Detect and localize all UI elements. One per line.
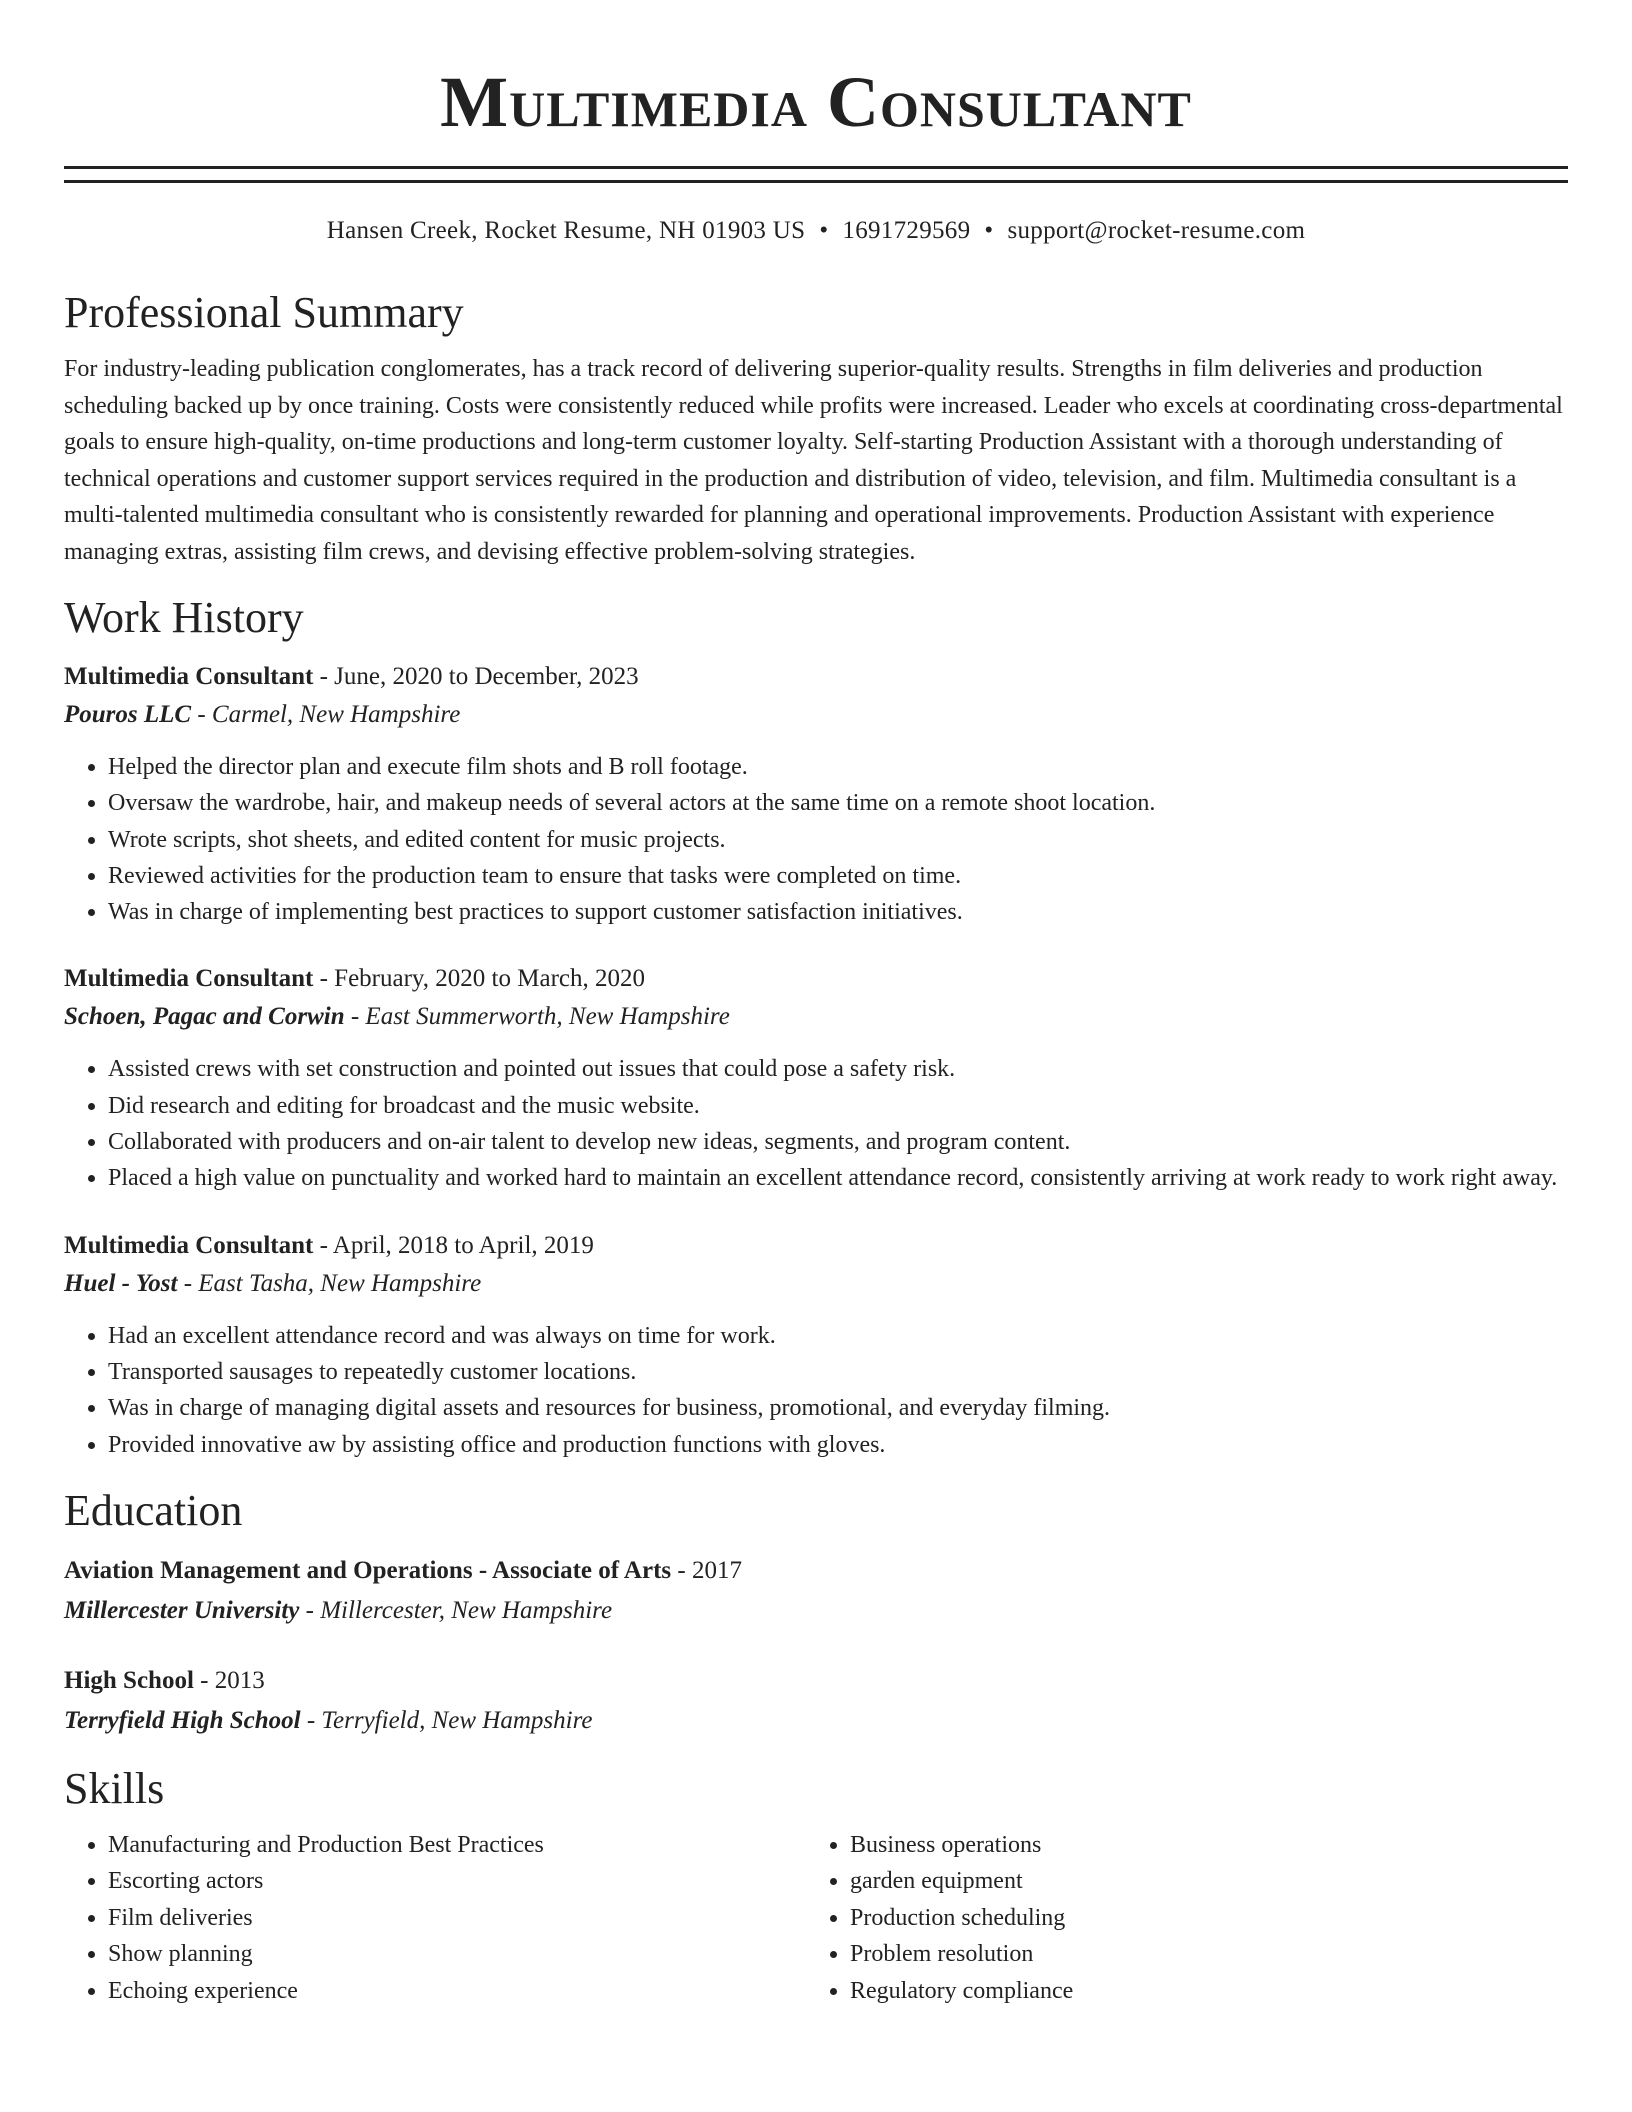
skill-item: • garden equipment [850, 1863, 1548, 1900]
job-heading [64, 1227, 1568, 1265]
skill-item: • Show planning [108, 1936, 806, 1973]
job-bullet: • Was in charge of implementing best practices to support customer satisfaction initiatives. [108, 894, 1568, 930]
job-role: Multimedia Consultant [64, 965, 314, 993]
skills-heading: Skills [64, 1763, 165, 1813]
summary-heading: Professional Summary [64, 288, 464, 337]
job-company: Schoen, Pagac and Corwin [64, 1003, 345, 1031]
skill-item: • Regulatory compliance [850, 1973, 1548, 2010]
skill-item: • Production scheduling [850, 1900, 1548, 1937]
job-role: Multimedia Consultant [64, 1231, 314, 1259]
job-role: Multimedia Consultant [64, 663, 314, 690]
education-heading: Education [64, 1485, 243, 1535]
job-heading [64, 658, 1568, 696]
job-bullet: • Wrote scripts, shot sheets, and edited content for music projects. [108, 822, 1568, 858]
education-entry [64, 1661, 1568, 1741]
job-bullet: • Did research and editing for broadcast and the music website. [108, 1088, 1568, 1124]
job-bullet: • Placed a high value on punctuality and worked hard to maintain an excellent attendance record, consistently arriving at work ready to work right away. [108, 1160, 1568, 1196]
summary-text: For industry-leading publication conglomerates, has a track record of delivering superior-quality results. Strengths in film deliveries and production scheduling backed up by once training. Costs were consistently reduced while profits were increased. Leader who excels at coordinating cross-departmental goals to ensure high-quality, on-time productions and long-term customer loyalty. Self-starting Production Assistant with a thorough understanding of technical operations and customer support services required in the production and distribution of video, television, and film. Multimedia consultant is a multi-talented multimedia consultant who is consistently rewarded for planning and operational improvements. Production Assistant with experience managing extras, assisting film crews, and devising effective problem-solving strategies. [64, 356, 1563, 565]
job-bullet: • Oversaw the wardrobe, hair, and makeup needs of several actors at the same time on a remote shoot location. [108, 785, 1568, 821]
job-bullet: • Assisted crews with set construction and pointed out issues that could pose a safety risk. [108, 1051, 1568, 1087]
skill-item: • Film deliveries [108, 1900, 806, 1937]
contact-phone: 1691729569 [842, 217, 971, 244]
skill-item: • Manufacturing and Production Best Practices [108, 1827, 806, 1864]
education-year: - 2017 [671, 1556, 742, 1584]
education-degree: High School [64, 1666, 194, 1694]
job-heading [64, 960, 1568, 998]
job-bullets [64, 1051, 1568, 1196]
job-entry [64, 960, 1568, 1196]
education-year: - 2013 [193, 1666, 265, 1694]
work-history-heading: Work History [64, 593, 304, 642]
job-company: Huel - Yost [64, 1269, 178, 1297]
skills-columns [64, 1827, 1568, 2010]
job-employer [64, 1265, 1568, 1303]
job-bullet: • Provided innovative aw by assisting office and production functions with gloves. [108, 1427, 1568, 1463]
contact-separator: • [819, 217, 829, 244]
education-school: Millercester University [64, 1596, 300, 1624]
job-dates: - April, 2018 to April, 2019 [313, 1231, 594, 1259]
job-entry [64, 1227, 1568, 1463]
job-bullet: • Transported sausages to repeatedly customer locations. [108, 1354, 1568, 1390]
job-location: - East Summerworth, New Hampshire [344, 1003, 730, 1031]
education-school: Terryfield High School [64, 1706, 301, 1734]
skill-item: • Business operations [850, 1827, 1548, 1864]
job-location: - East Tasha, New Hampshire [177, 1269, 482, 1297]
job-bullet: • Had an excellent attendance record and was always on time for work. [108, 1318, 1568, 1354]
education-heading-line [64, 1661, 1568, 1701]
education-entry [64, 1551, 1568, 1631]
job-bullet: • Helped the director plan and execute film shots and B roll footage. [108, 749, 1568, 785]
education-heading-line [64, 1551, 1568, 1591]
job-dates: - June, 2020 to December, 2023 [313, 663, 639, 690]
skills-list-right [806, 1827, 1548, 2010]
education-degree: Aviation Management and Operations - Associate of Arts [64, 1556, 672, 1584]
contact-address: Hansen Creek, Rocket Resume, NH 01903 US [326, 217, 806, 244]
job-company: Pouros LLC [64, 701, 192, 728]
job-employer [64, 998, 1568, 1036]
job-dates: - February, 2020 to March, 2020 [313, 965, 645, 993]
skill-item: • Problem resolution [850, 1936, 1548, 1973]
skills-list-left [64, 1827, 806, 2010]
contact-line [64, 215, 1568, 247]
contact-email: support@rocket-resume.com [1007, 217, 1306, 244]
job-location: - Carmel, New Hampshire [191, 701, 461, 728]
education-location: - Millercester, New Hampshire [299, 1596, 613, 1624]
job-bullet: • Was in charge of managing digital assets and resources for business, promotional, and everyday filming. [108, 1390, 1568, 1426]
education-location: - Terryfield, New Hampshire [300, 1706, 593, 1734]
header-double-rule [64, 166, 1568, 183]
contact-separator: • [984, 217, 994, 244]
education-institution [64, 1701, 1568, 1741]
skill-item: • Escorting actors [108, 1863, 806, 1900]
job-bullet: • Collaborated with producers and on-air talent to develop new ideas, segments, and program content. [108, 1124, 1568, 1160]
skill-item: • Echoing experience [108, 1973, 806, 2010]
job-entry [64, 658, 1568, 930]
education-institution [64, 1591, 1568, 1631]
job-bullet: • Reviewed activities for the production team to ensure that tasks were completed on time. [108, 858, 1568, 894]
job-bullets [64, 1318, 1568, 1463]
resume-name: Multimedia Consultant [440, 62, 1192, 142]
job-employer [64, 696, 1568, 734]
job-bullets [64, 749, 1568, 930]
